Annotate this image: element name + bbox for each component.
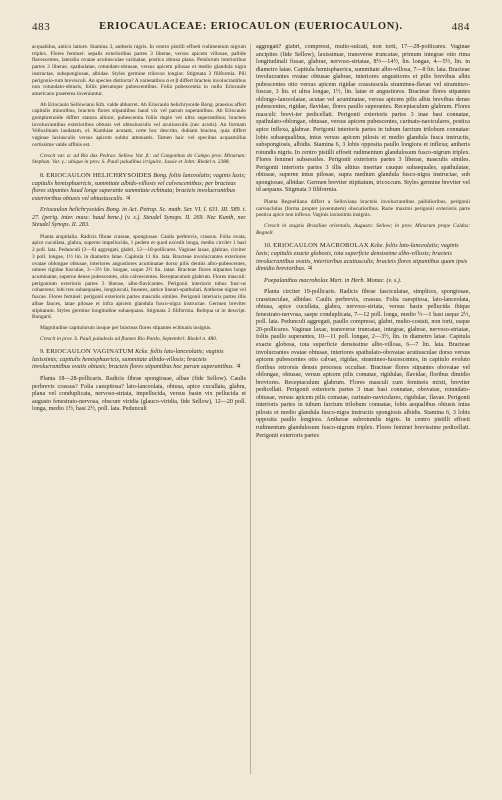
paragraph: Magnitudine capitulorum insque per bracteas flores stipantes echinatis insignis. [40,324,212,331]
synonym: Poepalanthus macrobolax Mart. in Herb. Monac. (v. s.). [264,277,402,284]
species-heading [32,348,246,372]
species-number: 9. [40,349,45,356]
species-name: ERIOCAULON MACROBOLAX [273,242,369,250]
running-header [32,21,470,37]
running-title: ERIOCAULACEAE: ERIOCAULON (EUERIOCAULON). [99,21,403,32]
species-heading [32,172,246,203]
locality-note: Crescit var. α: ad Rio das Pedras: Sellow. Var. β.: ad Congonhas do Campo prov. Minarum: Stephan. Var. γ.: ubique in prov. S. Pauli paludibus irriguire, Jussie et John: Riedel n. 2388. [32,152,246,166]
page-number-right: 484 [451,21,470,33]
species-name: ERIOCAULON VAGINATUM [46,348,134,356]
left-column [32,44,246,778]
description: Planta circiter 19-pollicaris. Radicis fibrae fasciculatae, simplices, spongiosae, crassiusculae, albidae. Caulis perbrevis, crassus. Folia caespitosa, lato-lanceolata, obtusa, apice cucullata, glabra, nervoso-striata, versus basin pellucida ibique fenestrato-nervosa, saepe conduplicata, 7—12 poll. longa, medio ½—1 basi usque 2½, poll. lata. Pedunculi aggregati, paullo compressi, glabri, multo-costati, non torti, usque 20-pollicares. Vaginae laxae, transverse truncatae, integrae, glabrae, nervoso-striatae, foliis paullo superantes, 10—11 poll. longae, 2—3½, lin. in diametro latae. Capitula exacte globosa, tota superficie densissime albo-villosa, 6—7 lin. lata. Bracteae involucrantes ovatae obtusae, interiores spathulato-obovatae acutiusculae dorso versus apicem pubescentes otio calvae, rigidae, stramineo-fuscescentes, in capitulo evoluto floribus retrorsis densis processu occultae. Bracteae flores stipantes obovatae vel oblongae, obtusae, versus apicem pilis comatae, rigidulae, flavidae, floribus dimidio breviores. Receptaculum glabrum. Flores masculi cum femineis mixti, breviter pedicellati. Perigonii exterioris partes 3 inae basi connatae, obovatae, rotundato-obtusae, versus apicem pilis comatae, carinato-naviculares, rigidulae, flavae. Perigonii interioris partes in tubum farctum trilobum connatae, lobis aequalibus obtusis intus pilosis et medio glandula fusco-nigra instructis spongiosis albidis. Stamina 6, 3 lobis opposita paullo longiora. Antherae subrotundis nigris. In centro pistilli effoeti rudimentum glandulosum fusco-nigrum triplex. Flores feminei brevissime pedicellati. Perigonii exterioris partes [256,289,470,439]
species-heading [256,242,470,273]
species-diagnosis: Bong. foliis lanceolatis; vaginis laxis; capitulis hemisphaericis, summitate albido-villosis vel calvescentibus; per bracteas flores stipantes haud longe superante summitate echinata; bracteis involucrantibus exterioribus obtusis vel obtusiusculis. ♃ [32,172,246,202]
species-number: 8. [40,172,45,179]
paragraph: Ab Eriocaulo Sellowiano Kth. valde abhorret. Ab Eriocaulo helichrysoide Bong. praesius affert capitulis minoribus, bracteis flores stipantibus haud vix vel parum superantibus. Ab Eriocaulo gomphrenoide differt statura altiore, pubescentia foliis duplo vel ultra superantibus; bracteis involucrantibus exterioribus obtusis vel obtusiusculis vel acutiusculis (nec acutis). An formam Velloziinam laudatam, el. Kunthiae acutam, certe hoc descrito, dubiam bractea, quia differt vaginae laxiusculis versus apicem subito attenuatis. Tamen haic vel specibus acquamillus certissime valde affinis est. [32,101,246,148]
text-columns [32,44,470,778]
locality-note: Crescit in prov. S. Pauli paludosis ad flumen Rio Pardo, Septembri: Riedel n. 480. [40,335,218,342]
page-number-left: 483 [32,21,51,33]
paragraph: acquabilus, antico latiore. Stamina 3, antheris nigris. In centro pistilli effoeti rudimentum nigrum triplex. Flores feminei: sepalis exterioribus partes 3 liberae, versus apicem villosae, pallide flavescentes, lateralia ovatae acutiusculae carinatae, postica obtusa plana. Petalorum interioribus partes 3 liberae, spathulatae, rotundato-obtusae, versus apicem pilosae et medio glandula nigra instructae, subspongiosae, albidae. Styles germine trilocoo longior. Stigmata 3 filiformia. Pili perigonio-rum brevisculi. An species distincta? A varietatibus α et β differt bracteis involucrantibus non rotundato-obtusis, foliis plerumque pubescentibus. Folia pubescentia in nullo Eriocaule americano praeterea inveniuntur. [32,44,246,97]
synonym: Eriocaulon helichrysoides Bong. in Act. Petrop. Sc. math. Ser. VI. I. 631. III. 589. t. 27. (perig. inter. masc. haud bene.) (v. s.). Steudel Synops. II. 269. Nec Kunth, nec Steudel Synops. II. 283. [32,207,246,229]
locality-note: Crescit in stagnis Brasiliae orientalis, Augusto: Sellow; in prov. Minarum prope Caldas: Regnell. [256,223,470,236]
species-number: 10. [264,243,272,250]
description: aggregati? glabri, compressi, multo-sulcati, non torti, 17—28-pollicares. Vaginae ancipites (fide Sellow), laxissimae, transverse truncatae, primum integrae otio rima longitudinali fissae, glabrae, nervoso-striatae, 8½—14½, lin. longae, 4—5½, lin. in diametro latae. Capitula hemisphaerica, summitate albo-villosa, 7—8 lin. lata. Bracteae involucrantes ovatae obtusae glabrae, interiores angustiores et pilis brevibus albis pubescentes otio versus apicem rigidae crassiuscula straminea-flavae vel stramineo-fuscae, 3 lin. et ultra longae, 1½, lin. latae et angustiores. Bracteae flores stipantes oblongo-lanceolatae, acutae vel acuminatae, versus apicem pilis albis brevibus dense pubescentes, rigidae, flavidae, flores paullo superantes. Receptaculum glabrum. Flores masculi: brevi-ter pedicellati. Perigonii exterioris partes 3 inae basi connatae, spathulato-oblongae, obtusae, versus apicem pubescentes, carinato-naviculares, postica apice inflexa, glabrae. Perigonii interioris partes in tubum farctum trilobum connatae: lobis subaequalibus, intus versus apicem pilosis et medio glandula fusca instructis, subspongiosis, albidis. Stamina 6, 3 lobis opposita paullo longiora et inflexa; antheris rotundis nigris. In centro pistilli effoeti rudimentum glandulosum fusco-nigrum triplex. Flores feminei subsessiles. Perigonii exterioris partes 3 liberae, masculis similes. Perigonii interioris partes 3 illis alttius insertae cauque subaequales, spathulatae, obtusae, superne intus pilosae, supra medium glandula fusco-nigra instructae, sub spongiosae, albidae. Germen breviter stipitatum, tricoccum. Styles germine breviter vel id aequans. Stigmata 3 filiformia. [256,44,470,194]
species-diagnosis: Kcke. foliis lato-lanceolatis; vaginis laxis; capitulis exacte globosis, tota superficie densissime albo-villosis; bracteis involucrantibus ovatis, interioribus acutiusculis; bracteis flores stipantibus quam ipsis dimidio brevioribus. ♃ [256,243,468,273]
species-name: ERIOCAULON HELICHRYSOIDES [46,171,152,179]
description: Planta 18—28-pollicaris. Radicis fibrae spongiosae, albae (fide Sellow). Caulis perbrevis crassus? Folia caespitosa? lato-lanceolata, obtusa, apice cucullata, glabra, plana vel conduplicata, nervoso-striata, impellucida, versus basin vix pellucida et augusto fenestrato-nervosa, obscure viridia (glauco-viridia, fide Sellow), 12—20 poll. longa, medio 1½, basi 2½, poll. lata. Pedunculi [32,375,246,413]
paragraph: Planta Regnelliana differt a Selloviana bracteis involucrantibus pallidioribus, perigonii carviuclulus (forma propter juventutem) obscurioribus. Rarie maximi perigonii exterioris parte postica apice non inflexa. Vaginis laxissimis insignis. [256,198,470,219]
right-column [256,44,470,778]
species-diagnosis: Kcke. foliis lato-lanceolatis; vaginis laxissimis; capitulis hemisphaericis, summitate albido-villosis; bracteis involucrantibus ovatis obtusis; bracteis flores stipantibus hoc parum superantibus. ♃ [32,349,242,371]
description: Planta arspidalia. Radicis fibrae crassae, spongiosae. Caulis perbrevis, crassus. Folia ovata, apice cucullata, glabra, superne impellucida, 1 pedem et quod excedit longa, medio circiter 1 basi 2 poll. lata. Pedunculi (3—6) aggregati, glabri, 12—18-pollicares. Vaginae laxae, glabrae, circiter 3 poll. longae, 1½ lin. in diametro latae. Capitula 11 lin. lata. Bracteae involucrantes exteriores ovatae oblongae obtusae, interiores angustiores acuminatae dorso pilis dentiis albo-pubescentes, omnes rigidae fusculae, 3—3½ lin. longae, usque 2½ lin. latae. Bracteae flores stipantes longe acuminatae, superne dense pubescentes, olio calvescentes. Receptaculum glabrum. Flores masculi: perigonium exterioris partes 3 liberae, albo-flavicantes. Perigonii interioris tubus fusc-us cohaerens; lobi tres subaequales, longiusculi, lineares, antice lineari-spathulati. Antherae nigrae vel fuscae. Flores feminei: perigonii exterioris partes masculis similes. Perigonii interioris partes illis albae fauces, latae pilosae et infra apicem glandula fusco-nigra instructae. Germen breviter stipitatum. Styles germine longitudine subaequans. Stigmata 3 filiformia. Reliqua ut in descript. Bongard. [32,233,246,321]
